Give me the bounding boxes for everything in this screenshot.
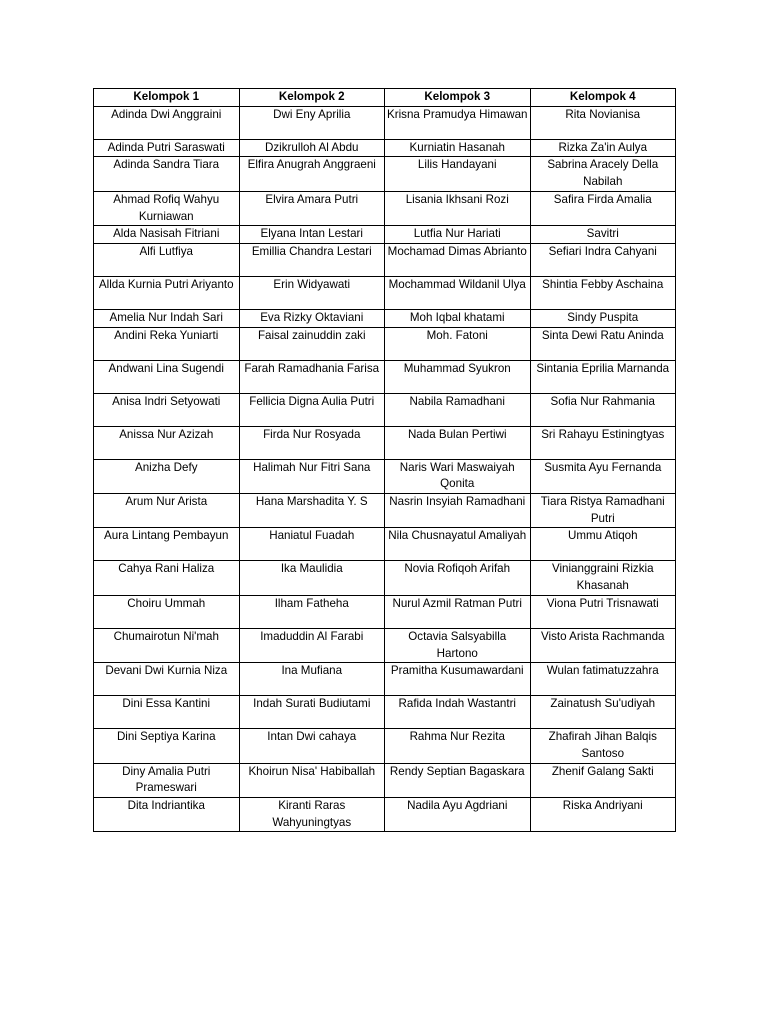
name-cell: Krisna Pramudya Himawan: [385, 106, 531, 139]
name-cell: Pramitha Kusumawardani: [385, 663, 531, 696]
name-cell: Sefiari Indra Cahyani: [530, 243, 676, 276]
name-cell: Safira Firda Amalia: [530, 191, 676, 225]
name-cell: Farah Ramadhania Farisa: [239, 360, 385, 393]
name-cell: Visto Arista Rachmanda: [530, 628, 676, 662]
name-cell: Sinta Dewi Ratu Aninda: [530, 327, 676, 360]
name-cell: Octavia Salsyabilla Hartono: [385, 628, 531, 662]
name-cell: Zhenif Galang Sakti: [530, 763, 676, 797]
name-cell: Firda Nur Rosyada: [239, 426, 385, 459]
header-cell-kelompok-4: Kelompok 4: [530, 89, 676, 107]
table-row: [94, 360, 676, 393]
name-cell: Nada Bulan Pertiwi: [385, 426, 531, 459]
name-cell: Amelia Nur Indah Sari: [94, 309, 240, 327]
table-row: [94, 763, 676, 797]
name-cell: Hana Marshadita Y. S: [239, 494, 385, 528]
table-row: [94, 243, 676, 276]
name-cell: Elyana Intan Lestari: [239, 226, 385, 244]
name-cell: Dini Septiya Karina: [94, 729, 240, 763]
name-cell: Mochammad Wildanil Ulya: [385, 276, 531, 309]
name-cell: Sindy Puspita: [530, 309, 676, 327]
header-cell-kelompok-2: Kelompok 2: [239, 89, 385, 107]
name-cell: Arum Nur Arista: [94, 494, 240, 528]
header-row: [94, 89, 676, 107]
name-cell: Ahmad Rofiq Wahyu Kurniawan: [94, 191, 240, 225]
name-cell: Ilham Fatheha: [239, 595, 385, 628]
name-cell: Anizha Defy: [94, 459, 240, 493]
table-row: [94, 139, 676, 157]
table-row: [94, 459, 676, 493]
name-cell: Anissa Nur Azizah: [94, 426, 240, 459]
name-cell: Nila Chusnayatul Amaliyah: [385, 528, 531, 561]
name-cell: Nurul Azmil Ratman Putri: [385, 595, 531, 628]
name-cell: Kurniatin Hasanah: [385, 139, 531, 157]
name-cell: Adinda Putri Saraswati: [94, 139, 240, 157]
table-row: [94, 309, 676, 327]
name-cell: Elfira Anugrah Anggraeni: [239, 157, 385, 191]
header-cell-kelompok-3: Kelompok 3: [385, 89, 531, 107]
name-cell: Lutfia Nur Hariati: [385, 226, 531, 244]
name-cell: Nasrin Insyiah Ramadhani: [385, 494, 531, 528]
name-cell: Haniatul Fuadah: [239, 528, 385, 561]
name-cell: Riska Andriyani: [530, 798, 676, 832]
name-cell: Eva Rizky Oktaviani: [239, 309, 385, 327]
name-cell: Mochamad Dimas Abrianto: [385, 243, 531, 276]
name-cell: Rizka Za'in Aulya: [530, 139, 676, 157]
name-cell: Kiranti Raras Wahyuningtyas: [239, 798, 385, 832]
name-cell: Rahma Nur Rezita: [385, 729, 531, 763]
table-row: [94, 191, 676, 225]
name-cell: Viona Putri Trisnawati: [530, 595, 676, 628]
table-row: [94, 426, 676, 459]
table-row: [94, 494, 676, 528]
name-cell: Nadila Ayu Agdriani: [385, 798, 531, 832]
table-row: [94, 561, 676, 595]
name-cell: Emillia Chandra Lestari: [239, 243, 385, 276]
name-cell: Dzikrulloh Al Abdu: [239, 139, 385, 157]
table-row: [94, 729, 676, 763]
name-cell: Alfi Lutfiya: [94, 243, 240, 276]
table-row: [94, 628, 676, 662]
name-cell: Ina Mufiana: [239, 663, 385, 696]
name-cell: Chumairotun Ni'mah: [94, 628, 240, 662]
name-cell: Rendy Septian Bagaskara: [385, 763, 531, 797]
table-row: [94, 798, 676, 832]
name-cell: Erin Widyawati: [239, 276, 385, 309]
name-cell: Muhammad Syukron: [385, 360, 531, 393]
name-cell: Choiru Ummah: [94, 595, 240, 628]
name-cell: Allda Kurnia Putri Ariyanto: [94, 276, 240, 309]
table-header: [94, 89, 676, 107]
name-cell: Zhafirah Jihan Balqis Santoso: [530, 729, 676, 763]
table-row: [94, 327, 676, 360]
table-row: [94, 528, 676, 561]
name-cell: Andwani Lina Sugendi: [94, 360, 240, 393]
name-cell: Devani Dwi Kurnia Niza: [94, 663, 240, 696]
name-cell: Elvira Amara Putri: [239, 191, 385, 225]
name-cell: Sabrina Aracely Della Nabilah: [530, 157, 676, 191]
name-cell: Aura Lintang Pembayun: [94, 528, 240, 561]
name-cell: Dita Indriantika: [94, 798, 240, 832]
name-cell: Anisa Indri Setyowati: [94, 393, 240, 426]
table-row: [94, 226, 676, 244]
name-cell: Tiara Ristya Ramadhani Putri: [530, 494, 676, 528]
name-cell: Ika Maulidia: [239, 561, 385, 595]
name-cell: Khoirun Nisa' Habiballah: [239, 763, 385, 797]
name-cell: Andini Reka Yuniarti: [94, 327, 240, 360]
name-cell: Ummu Atiqoh: [530, 528, 676, 561]
name-cell: Fellicia Digna Aulia Putri: [239, 393, 385, 426]
name-cell: Indah Surati Budiutami: [239, 696, 385, 729]
name-cell: Sri Rahayu Estiningtyas: [530, 426, 676, 459]
table-row: [94, 663, 676, 696]
name-cell: Vinianggraini Rizkia Khasanah: [530, 561, 676, 595]
name-cell: Novia Rofiqoh Arifah: [385, 561, 531, 595]
name-cell: Imaduddin Al Farabi: [239, 628, 385, 662]
name-cell: Alda Nasisah Fitriani: [94, 226, 240, 244]
header-cell-kelompok-1: Kelompok 1: [94, 89, 240, 107]
group-table: [93, 88, 676, 832]
name-cell: Rita Novianisa: [530, 106, 676, 139]
name-cell: Dini Essa Kantini: [94, 696, 240, 729]
table-body: [94, 106, 676, 832]
name-cell: Nabila Ramadhani: [385, 393, 531, 426]
name-cell: Intan Dwi cahaya: [239, 729, 385, 763]
name-cell: Zainatush Su'udiyah: [530, 696, 676, 729]
name-cell: Moh. Fatoni: [385, 327, 531, 360]
name-cell: Lilis Handayani: [385, 157, 531, 191]
name-cell: Sofia Nur Rahmania: [530, 393, 676, 426]
name-cell: Moh Iqbal khatami: [385, 309, 531, 327]
name-cell: Diny Amalia Putri Prameswari: [94, 763, 240, 797]
name-cell: Lisania Ikhsani Rozi: [385, 191, 531, 225]
name-cell: Halimah Nur Fitri Sana: [239, 459, 385, 493]
table-row: [94, 595, 676, 628]
name-cell: Cahya Rani Haliza: [94, 561, 240, 595]
name-cell: Savitri: [530, 226, 676, 244]
name-cell: Adinda Sandra Tiara: [94, 157, 240, 191]
table-row: [94, 393, 676, 426]
name-cell: Faisal zainuddin zaki: [239, 327, 385, 360]
name-cell: Sintania Eprilia Marnanda: [530, 360, 676, 393]
name-cell: Susmita Ayu Fernanda: [530, 459, 676, 493]
table-row: [94, 276, 676, 309]
name-cell: Adinda Dwi Anggraini: [94, 106, 240, 139]
table-row: [94, 106, 676, 139]
name-cell: Wulan fatimatuzzahra: [530, 663, 676, 696]
table-row: [94, 696, 676, 729]
name-cell: Rafida Indah Wastantri: [385, 696, 531, 729]
name-cell: Naris Wari Maswaiyah Qonita: [385, 459, 531, 493]
name-cell: Shintia Febby Aschaina: [530, 276, 676, 309]
name-cell: Dwi Eny Aprilia: [239, 106, 385, 139]
table-row: [94, 157, 676, 191]
